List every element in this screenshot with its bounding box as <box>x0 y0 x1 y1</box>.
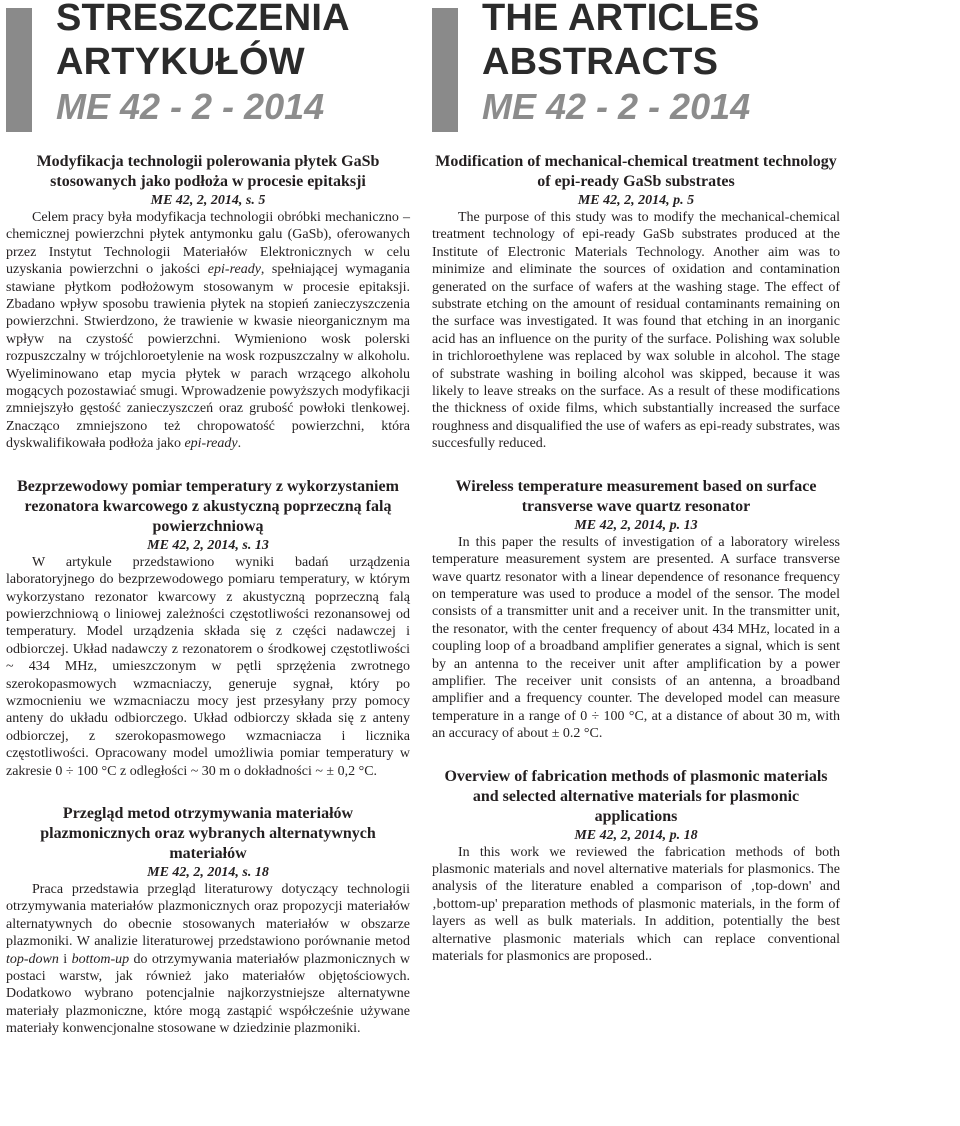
article-title: Bezprzewodowy pomiar temperatury z wykorzystaniem rezonatora kwarcowego z akustyczną poprzeczną falą powierzchniową <box>17 477 399 535</box>
article-reference: ME 42, 2, 2014, p. 5 <box>577 193 695 208</box>
article-reference: ME 42, 2, 2014, s. 13 <box>147 537 269 553</box>
masthead-accent-bar <box>6 8 32 132</box>
article-reference: ME 42, 2, 2014, s. 5 <box>150 193 266 208</box>
article-abstract <box>6 881 410 1038</box>
article-abstract: In this paper the results of investigation of a laboratory wireless temperature measurement system are presented. A surface transverse wave quartz resonator with a linear dependence of resonance frequency on temperature was used to produce a model of the sensor. The model consists of a transmitter unit and a receiver unit. In the transmitter unit, the resonator, with the center frequency of about 434 MHz, located in a coupling loop of a broadband amplifier generates a signal, which is sent by an antenna to the receiver unit after amplification by a power amplifier. The receiver unit consists of an antenna, a broadband amplifier and a frequency counter. The developed model can measure temperature in a range of 0 ÷ 100 °C, at a distance of about 30 m, with an accuracy of about ± 0.2 °C. <box>432 534 840 742</box>
article-title: Overview of fabrication methods of plasmonic materials and selected alternative materials for plasmonic applications <box>444 767 828 825</box>
masthead-title-line-1: THE ARTICLES <box>482 0 760 39</box>
masthead-issue: ME 42 - 2 - 2014 <box>56 86 325 127</box>
article-pl-1 <box>6 152 410 453</box>
abstract-text: . <box>237 436 242 452</box>
article-pl-2 <box>6 477 410 780</box>
abstract-text: , spełniającej wymagania stawiane płytkom podłożowym stosowanym w procesie epitaksji. Zbadano wpływ sposobu trawienia płytek na stopień zanieczyszczenia powierzchni. Stwierdzono, że trawienie w kwasie nieorganicznym ma wpływ na czystość powierzchni. Wymieniono wosk polerski rozpuszczalny w trójchloroetylenie na wosk rozpuszczalny w alkoholu. Wyeliminowano etap mycia płytek w parach wrzącego alkoholu mogących pozostawiać smugi. Wprowadzenie powyższych modyfikacji zmniejszyło gęstość zanieczyszczeń oraz grubość powłoki tlenkowej. Znacząco zmniejszono też chropowatość powierzchni, która dyskwalifikowała podłoża jako <box>6 262 411 452</box>
masthead-title-line-1: STRESZCZENIA <box>56 0 350 39</box>
article-title: Przegląd metod otrzymywania materiałów plazmonicznych oraz wybranych alternatywnych materiałów <box>40 804 376 862</box>
article-en-1 <box>432 152 840 453</box>
abstract-text: do otrzymywania materiałów plazmonicznych w postaci warstw, jak również jako materiałów objętościowych. Dodatkowo wybrano potencjalnie najkorzystniejsze alternatywne materiały plazmoniczne, które mogą zastąpić współcześnie używane materiały konwencjonalne stosowane w dziedzinie plazmoniki. <box>6 951 411 1037</box>
abstract-italic-term: top-down <box>6 951 59 967</box>
article-title: Wireless temperature measurement based on surface transverse wave quartz resonator <box>455 477 817 515</box>
abstract-text: Praca przedstawia przegląd literaturowy dotyczący technologii otrzymywania materiałów plazmonicznych oraz propozycji materiałów alternatywnych do obecnie stosowanych materiałów w obszarze plazmoniki. W analizie literaturowej przedstawiono porównanie metod <box>6 881 410 950</box>
article-title: Modification of mechanical-chemical treatment technology of epi-ready GaSb substrates <box>435 153 837 190</box>
article-abstract <box>6 209 410 453</box>
abstract-italic-term: bottom-up <box>71 951 130 967</box>
abstract-italic-term: epi-ready <box>184 436 238 452</box>
article-en-3 <box>432 767 840 966</box>
article-abstract: W artykule przedstawiono wyniki badań urządzenia laboratoryjnego do bezprzewodowego pomiaru temperatury, w którym wykorzystano rezonator kwarcowy z akustyczną poprzeczną falą powierzchniową o liniowej zależności częstotliwości rezonansowej od temperatury. Model urządzenia składa się z części nadawczej i odbiorczej. Układ nadawczy z rezonatorem o środkowej częstotliwości ~ 434 MHz, umieszczonym w pętli sprzężenia zwrotnego szerokopasmowych wzmacniaczy, generuje sygnał, który po wzmocnieniu we wzmacniaczu mocy jest przesyłany przy pomocy anteny do układu odbiorczego. Układ odbiorczy składa się z anteny odbiorczej, z szerokopasmowego wzmacniacza i licznika częstotliwości. Opracowany model umożliwia pomiar temperatury w zakresie 0 ÷ 100 °C z odległości ~ 30 m o dokładności ~ ± 0,2 °C. <box>6 554 410 779</box>
abstract-italic-term: epi-ready <box>207 262 261 278</box>
abstract-text: Celem pracy była modyfikacja technologii obróbki mechaniczno – chemicznej powierzchni płytek antymonku galu (GaSb), oferowanych przez Instytut Technologii Materiałów Elektronicznych w celu uzyskania powierzchni o jakości <box>6 210 410 278</box>
masthead-issue: ME 42 - 2 - 2014 <box>482 86 751 127</box>
article-reference: ME 42, 2, 2014, p. 13 <box>574 517 698 533</box>
right-column <box>432 0 840 965</box>
article-pl-3 <box>6 804 410 1038</box>
article-abstract: The purpose of this study was to modify the mechanical-chemical treatment technology of epi-ready GaSb substrates produced at the Institute of Electronic Materials Technology. Another aim was to minimize and eliminate the sources of oxidation and contamination generated on the surface of wafers at the washing stage. The effect of substrate etching on the amount of residual contaminants remaining on the surface was investigated. It was found that etching in an inorganic acid has an influence on the purity of the surface. Polishing wax soluble in trichloroethylene was replaced by wax soluble in alcohol. The stage of substrate washing in boiling alcohol was skipped, because it was likely to leave streaks on the surface. As a result of these modifications the thickness of oxide films, which substantially increased the surface roughness and disqualified the use of wafers as epi-ready substrates, was succesfully reduced. <box>432 210 840 452</box>
article-title: Modyfikacja technologii polerowania płytek GaSb stosowanych jako podłoża w procesie epitaksji <box>36 153 380 190</box>
article-reference: ME 42, 2, 2014, s. 18 <box>147 864 269 880</box>
masthead-title-line-2: ABSTRACTS <box>482 41 719 83</box>
article-en-2 <box>432 477 840 743</box>
masthead-accent-bar <box>432 8 458 132</box>
article-reference: ME 42, 2, 2014, p. 18 <box>574 827 698 843</box>
left-column <box>6 0 410 1038</box>
abstract-text: i <box>58 951 72 967</box>
article-abstract: In this work we reviewed the fabrication methods of both plasmonic materials and novel alternative materials for plasmonics. The analysis of the literature enabled a comparison of ‚top-down' and ‚bottom-up' preparation methods of plasmonic materials, in the form of layers as well as bulk materials. In addition, potentially the best alternative plasmonic materials which can replace conventional materials for plasmonics are proposed.. <box>432 844 840 964</box>
right-masthead <box>432 0 840 140</box>
masthead-title-line-2: ARTYKUŁÓW <box>56 41 305 83</box>
left-masthead <box>6 0 410 140</box>
